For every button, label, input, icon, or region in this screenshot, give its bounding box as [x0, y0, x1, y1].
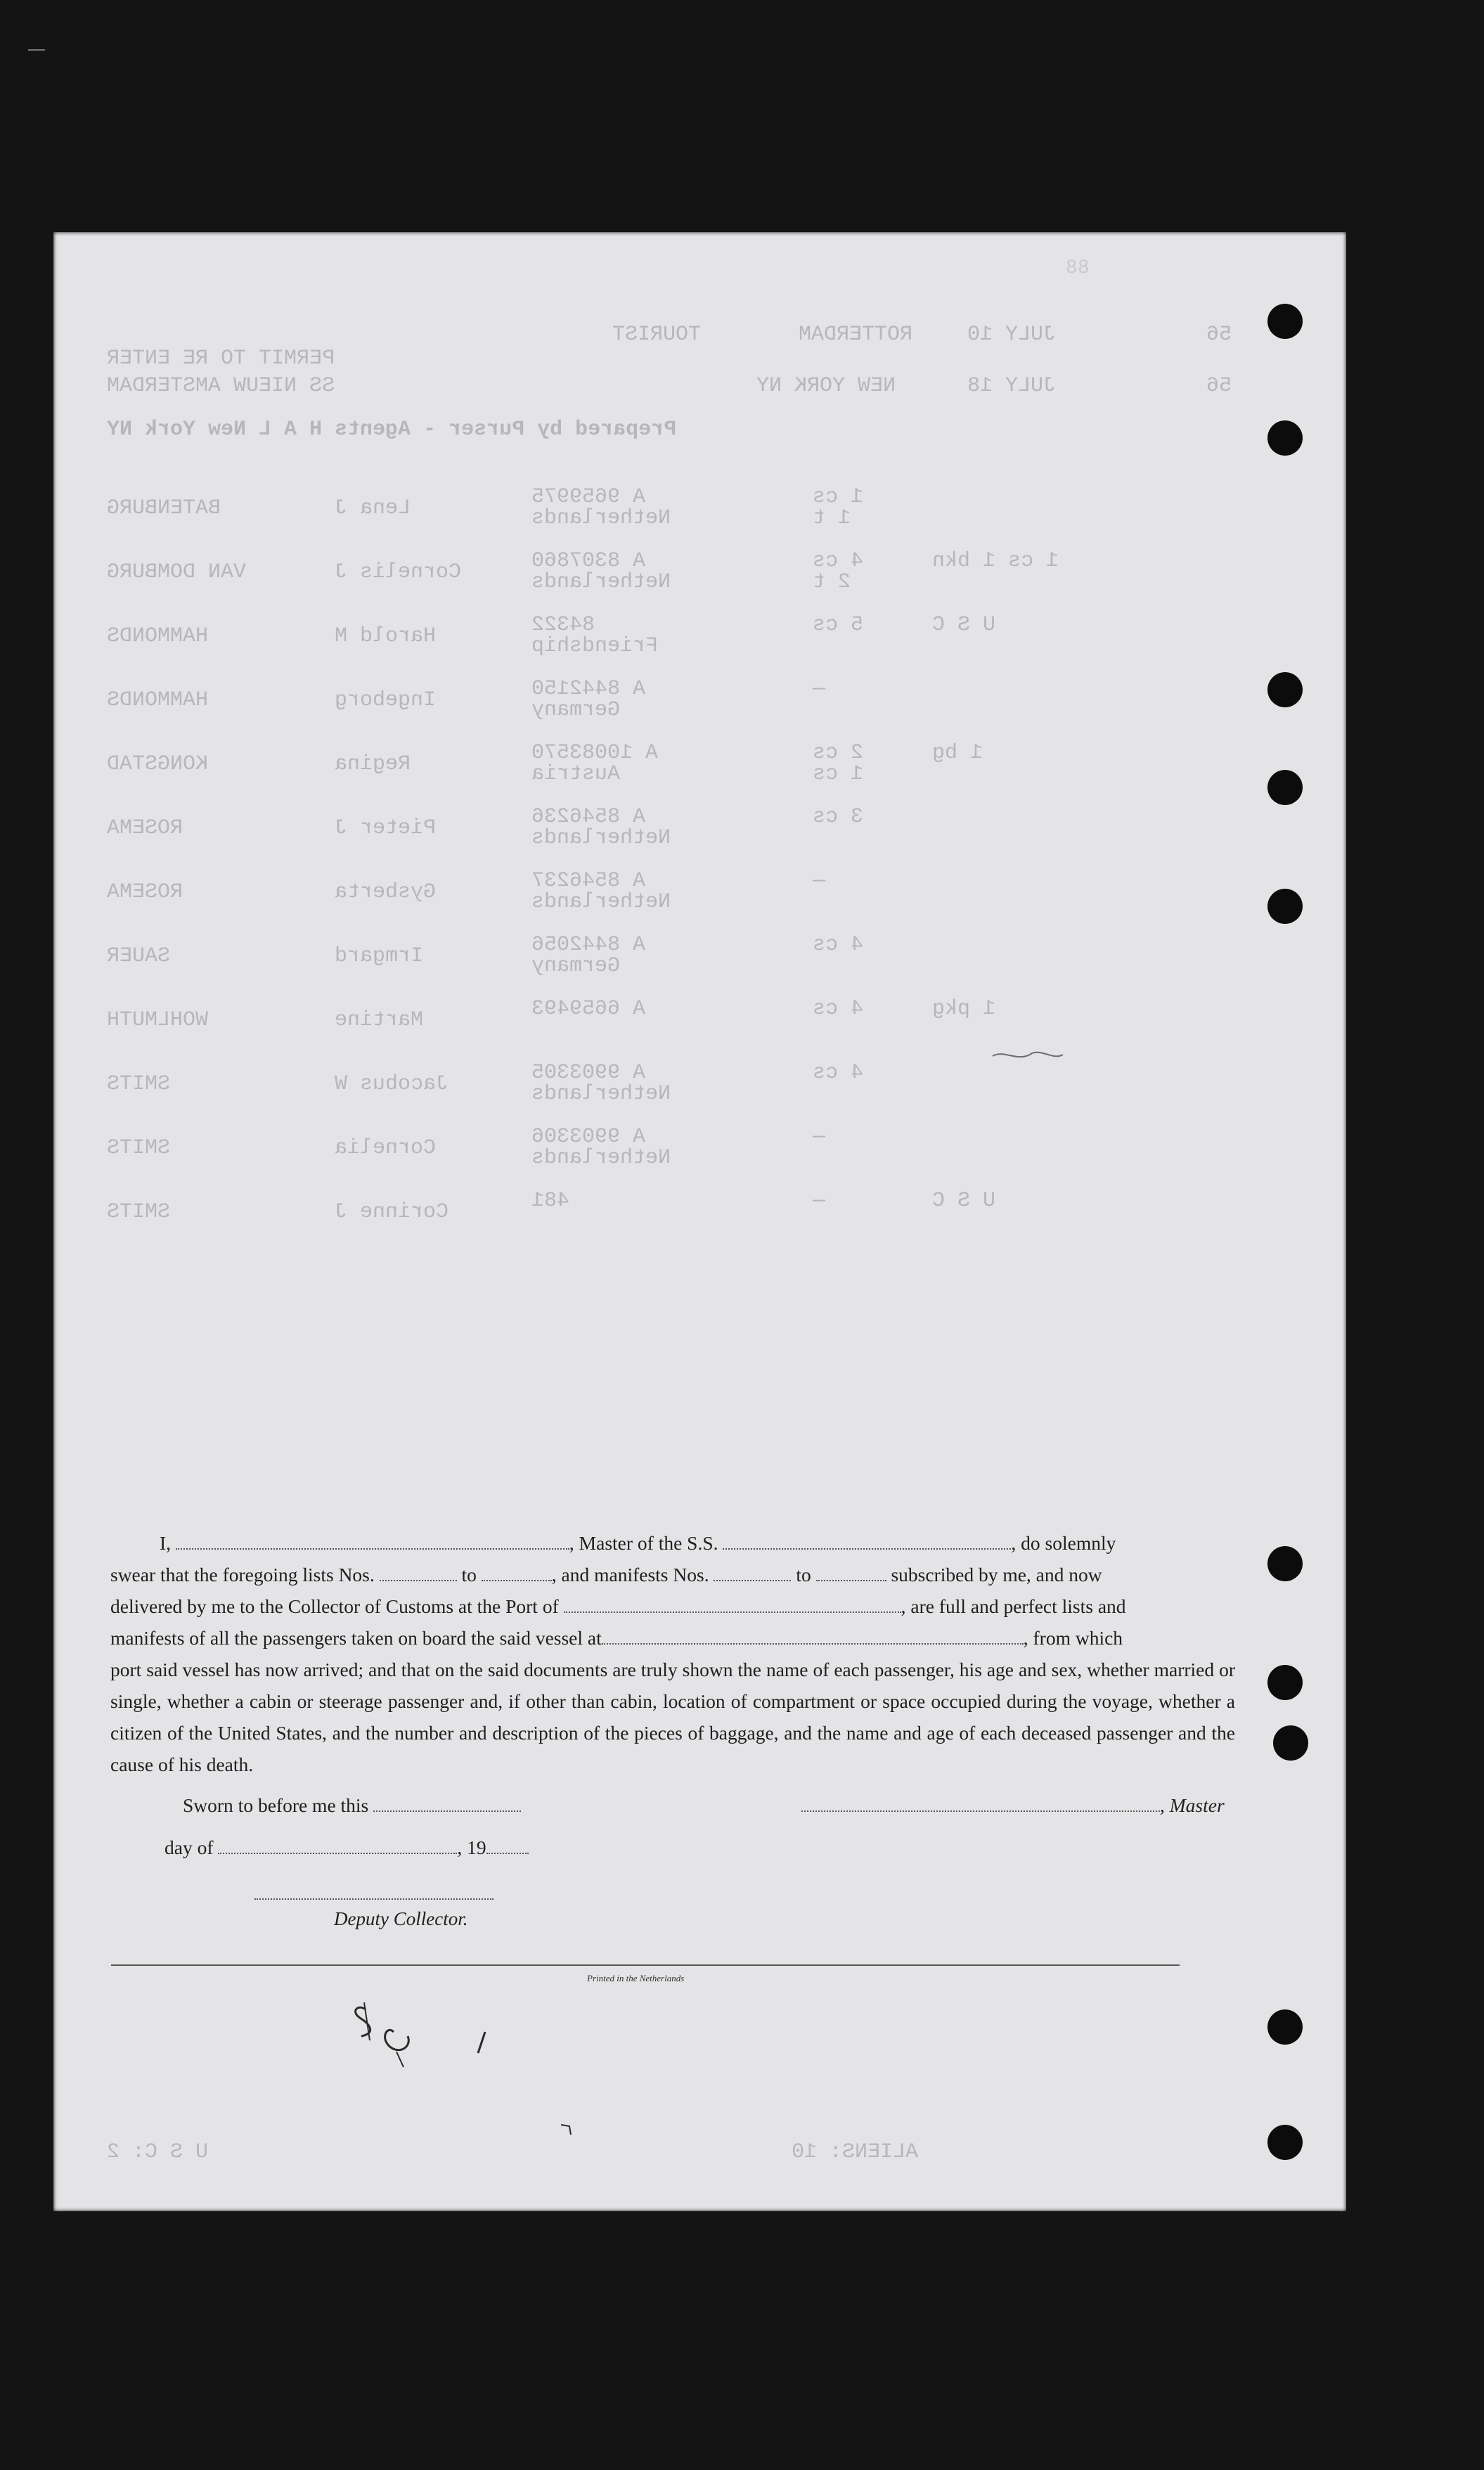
- bleed-bags: 4 cs: [813, 549, 864, 573]
- bleed-doc: A 9659975: [531, 485, 646, 509]
- manifest-page: [53, 232, 1346, 2211]
- bleed-country: Netherlands: [531, 506, 671, 530]
- bleed-permit: PERMIT TO RE ENTER: [107, 347, 335, 371]
- blank-line: [564, 1597, 901, 1613]
- bleed-port-from: ROTTERDAM: [799, 323, 913, 347]
- bleed-bags: 5 cs: [813, 613, 864, 637]
- sworn-line: [183, 1794, 521, 1817]
- oath-text: , Master of the S.S.: [569, 1532, 718, 1554]
- oath-text: , do solemnly: [1011, 1532, 1116, 1554]
- punch-hole: [1267, 770, 1303, 805]
- oath-text: to: [461, 1564, 477, 1585]
- bleed-surname: HAMMONDS: [107, 688, 209, 712]
- bleed-doc: A 8442056: [531, 933, 646, 957]
- bleed-doc: 84322: [531, 613, 595, 637]
- oath-text: , from which: [1023, 1627, 1123, 1649]
- bleed-extra: 1 cs 1 bkn: [932, 549, 1059, 573]
- bleed-given: Pieter J: [335, 816, 437, 840]
- bleed-footer-right: ALIENS: 10: [792, 2140, 919, 2164]
- bleed-country: Germany: [531, 698, 621, 722]
- bleed-bags: 1 cs: [813, 485, 864, 509]
- bleed-surname: ROSEMA: [107, 880, 183, 904]
- bleed-country: Netherlands: [531, 1146, 671, 1170]
- bleed-surname: BATENBURG: [107, 496, 221, 520]
- bleed-given: Corinne J: [335, 1200, 449, 1224]
- bleed-surname: SMITS: [107, 1136, 171, 1160]
- bleed-bags2: 1 t: [813, 506, 851, 530]
- bleed-given: Cornelia: [335, 1136, 437, 1160]
- bleed-country: Netherlands: [531, 1082, 671, 1106]
- bleed-surname: SAUER: [107, 944, 171, 968]
- bleed-country: Netherlands: [531, 570, 671, 594]
- bleed-country: Netherlands: [531, 890, 671, 914]
- bleed-year-to: 56: [1206, 374, 1232, 398]
- oath-text: to: [796, 1564, 811, 1585]
- bleed-bags: —: [813, 869, 826, 893]
- bleed-doc: A 9903305: [531, 1061, 646, 1085]
- bleed-given: Lena J: [335, 496, 411, 520]
- bleed-given: Irmgard: [335, 944, 424, 968]
- bleed-bags2: 1 cs: [813, 762, 864, 786]
- bleed-given: Ingeborg: [335, 688, 437, 712]
- blank-line: [816, 1566, 886, 1581]
- bleed-doc: A 8546237: [531, 869, 646, 893]
- punch-hole: [1267, 420, 1303, 456]
- bleed-doc: 481: [531, 1189, 570, 1213]
- bleed-page-number: 88: [1066, 257, 1090, 279]
- bleed-bags: 2 cs: [813, 741, 864, 765]
- bleed-port-to: NEW YORK NY: [756, 374, 896, 398]
- bleed-bags: —: [813, 1125, 826, 1149]
- bleed-class: TOURIST: [612, 323, 702, 347]
- bleed-footer-left: U S C: 2: [107, 2140, 209, 2164]
- bleed-date-from: JULY 10: [967, 323, 1057, 347]
- bleed-date-to: JULY 18: [967, 374, 1057, 398]
- bleed-doc: A 10083570: [531, 741, 659, 765]
- bleed-surname: VAN DOMBURG: [107, 560, 247, 584]
- bleed-country: Netherlands: [531, 826, 671, 850]
- bleed-doc: A 8442150: [531, 677, 646, 701]
- oath-text: , and manifests Nos.: [551, 1564, 709, 1585]
- handwritten-tick: [560, 2122, 581, 2143]
- bleed-given: Jacobus W: [335, 1072, 449, 1096]
- master-signature-line: [801, 1794, 1225, 1817]
- bleed-given: Harold M: [335, 624, 437, 648]
- bleed-given: Martine: [335, 1008, 424, 1032]
- blank-line: [486, 1839, 529, 1854]
- day-of-label: day of: [164, 1837, 214, 1858]
- punch-hole: [1267, 889, 1303, 924]
- bleed-doc: A 8546236: [531, 805, 646, 829]
- deputy-signature-line: [254, 1898, 493, 1900]
- bleed-surname: SMITS: [107, 1200, 171, 1224]
- bleed-country: Austria: [531, 762, 621, 786]
- bleed-bags: 4 cs: [813, 997, 864, 1021]
- bleed-given: Regina: [335, 752, 411, 776]
- bleed-country: Friendship: [531, 634, 659, 658]
- bleed-surname: KONGSTAD: [107, 752, 209, 776]
- handwritten-notation: [990, 1046, 1067, 1074]
- bleed-extra: 1 pkg: [932, 997, 996, 1021]
- day-of-line: [164, 1837, 529, 1859]
- punch-hole: [1267, 2009, 1303, 2045]
- bleed-surname: WOHLMUTH: [107, 1008, 209, 1032]
- punch-hole: [1267, 1665, 1303, 1700]
- blank-line: [176, 1534, 569, 1550]
- blank-line: [602, 1629, 1024, 1645]
- punch-hole: [1267, 672, 1303, 707]
- oath-text: swear that the foregoing lists Nos.: [110, 1564, 375, 1585]
- sworn-label: Sworn to before me this: [183, 1794, 369, 1816]
- punch-hole: [1273, 1725, 1308, 1761]
- oath-text: I,: [160, 1532, 172, 1554]
- bleed-extra: 1 bg: [932, 741, 983, 765]
- blank-line: [482, 1566, 552, 1581]
- handwritten-mark: [344, 1997, 513, 2095]
- bleed-prepared-by: Prepared by Purser - Agents H A L New York NY: [107, 418, 677, 442]
- oath-text: subscribed by me, and now: [891, 1564, 1102, 1585]
- year-label: , 19: [457, 1837, 486, 1858]
- bleed-surname: SMITS: [107, 1072, 171, 1096]
- blank-line: [801, 1796, 1160, 1812]
- bleed-doc: A 6659493: [531, 997, 646, 1021]
- punch-hole: [1267, 1546, 1303, 1581]
- bleed-bags: —: [813, 1189, 826, 1213]
- punch-hole: [1267, 304, 1303, 339]
- bleed-doc: A 8307860: [531, 549, 646, 573]
- blank-line: [714, 1566, 791, 1581]
- blank-line: [218, 1839, 457, 1854]
- oath-text: port said vessel has now arrived; and that on the said documents are truly shown the name of each passenger, his age and sex, whether married or single, whether a cabin or steerage passenger and, if other than cabin, location of compartment or space occupied during the voyage, whether a citizen of the United States, and the number and description of the pieces of baggage, and the name and age of each deceased passenger and the cause of his death.: [110, 1659, 1235, 1775]
- oath-text: manifests of all the passengers taken on board the said vessel at: [110, 1627, 602, 1649]
- blank-line: [373, 1796, 521, 1812]
- footer-rule: [111, 1964, 1180, 1966]
- scan-corner-mark: [28, 49, 45, 51]
- bleed-given: Gysberta: [335, 880, 437, 904]
- bleed-bags: —: [813, 677, 826, 701]
- blank-line: [380, 1566, 457, 1581]
- bleed-surname: ROSEMA: [107, 816, 183, 840]
- bleed-given: Cornelis J: [335, 560, 462, 584]
- bleed-surname: HAMMONDS: [107, 624, 209, 648]
- oath-text: , are full and perfect lists and: [901, 1595, 1126, 1617]
- bleed-country: Germany: [531, 954, 621, 978]
- master-label: , Master: [1160, 1794, 1225, 1816]
- bleed-doc: A 9903306: [531, 1125, 646, 1149]
- bleed-extra: U S C: [932, 1189, 996, 1213]
- bleed-bags2: 2 t: [813, 570, 851, 594]
- deputy-collector-label: Deputy Collector.: [334, 1908, 468, 1929]
- oath-block: [110, 1527, 1235, 1780]
- bleed-year-from: 56: [1206, 323, 1232, 347]
- bleed-bags: 4 cs: [813, 1061, 864, 1085]
- printed-in-label: Printed in the Netherlands: [587, 1973, 685, 1983]
- bleed-extra: U S C: [932, 613, 996, 637]
- bleed-vessel: SS NIEUW AMSTERDAM: [107, 374, 335, 398]
- oath-text: delivered by me to the Collector of Customs at the Port of: [110, 1595, 559, 1617]
- punch-hole: [1267, 2125, 1303, 2160]
- blank-line: [723, 1534, 1011, 1550]
- bleed-bags: 3 cs: [813, 805, 864, 829]
- bleed-bags: 4 cs: [813, 933, 864, 957]
